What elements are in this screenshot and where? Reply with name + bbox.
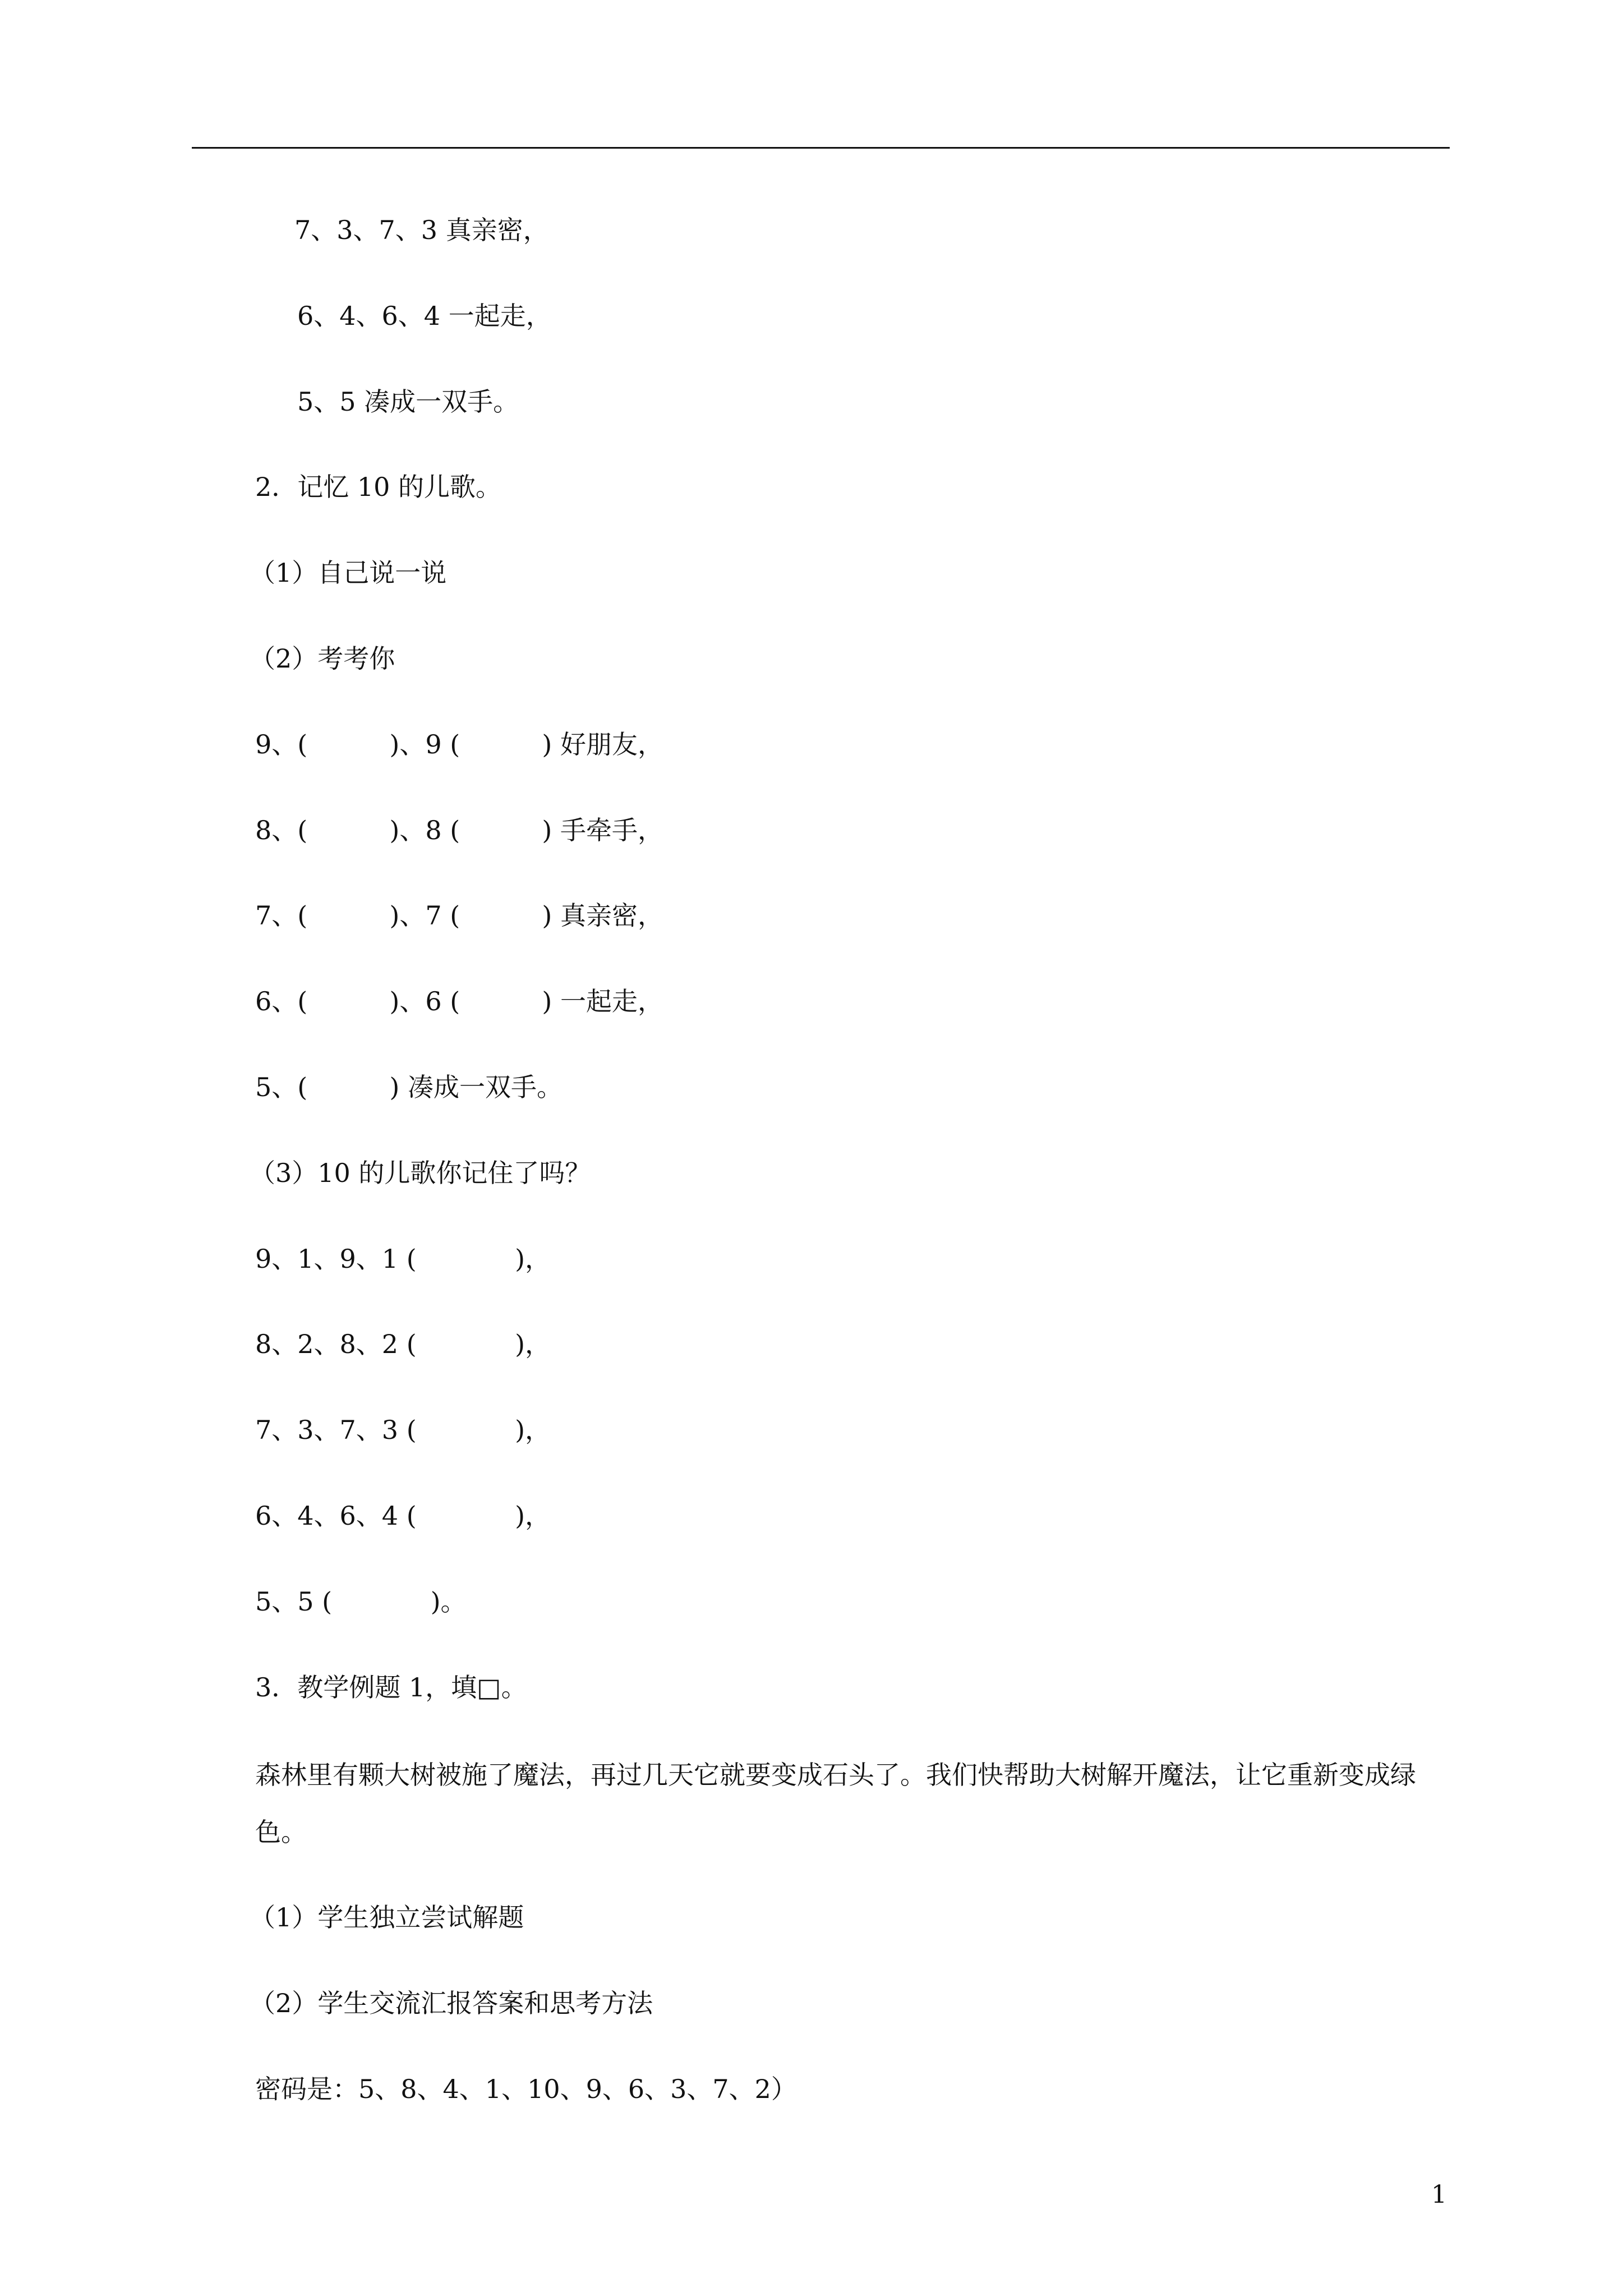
section-3-sub1: （1）学生独立尝试解题 — [250, 1902, 524, 1932]
fill-line: 9、( )、9 ( ) 好朋友， — [255, 729, 664, 760]
header-rule — [192, 147, 1450, 149]
song-line-1: 7、3、7、3 真亲密， — [294, 215, 549, 245]
recall-line: 7、3、7、3 ( )， — [255, 1415, 551, 1445]
story-paragraph: 森林里有颗大树被施了魔法，再过几天它就要变成石头了。我们快帮助大树解开魔法，让它重新变成绿色。 — [255, 1760, 1416, 1847]
fill-line: 5、( ) 凑成一双手。 — [255, 1072, 563, 1102]
section-2-sub1: （1）自己说一说 — [250, 558, 447, 588]
section-3-sub2: （2）学生交流汇报答案和思考方法 — [250, 1988, 653, 2018]
section-2-sub3: （3）10 的儿歌你记住了吗？ — [250, 1158, 591, 1188]
section-3-heading: 3．教学例题 1，填□。 — [255, 1672, 527, 1703]
recall-line: 9、1、9、1 ( )， — [255, 1244, 551, 1274]
section-2-heading: 2．记忆 10 的儿歌。 — [255, 472, 502, 502]
fill-line: 7、( )、7 ( ) 真亲密， — [255, 900, 664, 931]
recall-line: 5、5 ( )。 — [255, 1586, 467, 1617]
fill-line: 8、( )、8 ( ) 手牵手， — [255, 815, 664, 845]
song-line-3: 5、5 凑成一双手。 — [297, 386, 519, 417]
song-line-2: 6、4、6、4 一起走， — [297, 301, 552, 331]
recall-line: 8、2、8、2 ( )， — [255, 1329, 551, 1359]
password-line: 密码是：5、8、4、1、10、9、6、3、7、2） — [255, 2074, 797, 2104]
page-number: 1 — [1431, 2180, 1447, 2209]
section-2-sub2: （2）考考你 — [250, 643, 395, 674]
fill-line: 6、( )、6 ( ) 一起走， — [255, 986, 664, 1016]
recall-line: 6、4、6、4 ( )， — [255, 1501, 551, 1531]
